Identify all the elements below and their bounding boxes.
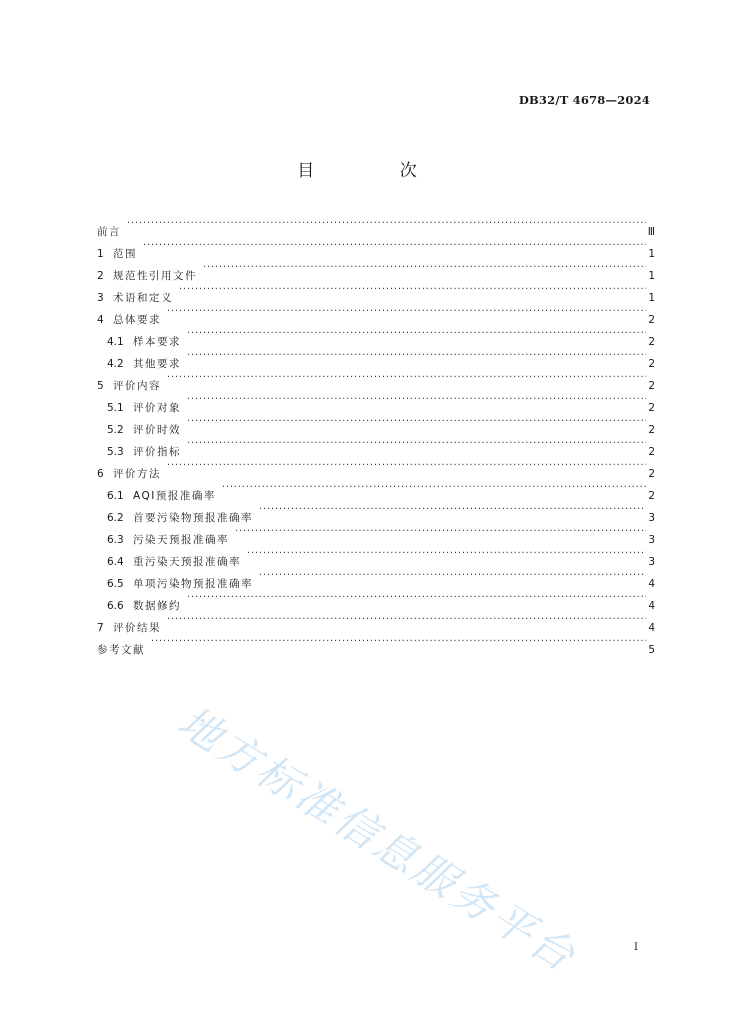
toc-leader-dots	[151, 631, 646, 653]
toc-entry-label: 首要污染物预报准确率	[133, 512, 253, 524]
toc-leader-dots	[167, 367, 646, 389]
toc-entry-number: 5.2	[107, 424, 124, 436]
toc-entry-label: 评价指标	[133, 446, 181, 458]
toc-leader-dots	[247, 543, 646, 565]
page-title: 目 次	[297, 161, 457, 181]
toc-leader-dots	[127, 213, 646, 235]
toc-entry-page: 3	[648, 512, 655, 524]
toc-entry-page: 2	[648, 490, 655, 502]
toc-entry-page: 2	[648, 402, 655, 414]
toc-entry-number: 5.3	[107, 446, 124, 458]
toc-entry-label: 评价结果	[113, 622, 161, 634]
toc-entry[interactable]	[97, 389, 655, 414]
toc-entry-label: 范围	[113, 248, 137, 260]
toc-entry-number: 6.3	[107, 534, 124, 546]
toc-leader-dots	[187, 587, 646, 609]
toc-leader-dots	[222, 477, 646, 499]
toc-entry[interactable]	[97, 323, 655, 348]
toc-entry[interactable]	[97, 477, 655, 502]
toc-entry-page: 2	[648, 358, 655, 370]
toc-entry-page: 2	[648, 424, 655, 436]
toc-entry-number: 3	[97, 292, 104, 304]
toc-entry-label: AQI预报准确率	[133, 490, 216, 502]
toc-entry-number: 6.1	[107, 490, 124, 502]
toc-entry-page: 1	[648, 292, 655, 304]
toc-entry-label: 前言	[97, 226, 121, 238]
toc-leader-dots	[167, 609, 646, 631]
toc-entry-label: 评价内容	[113, 380, 161, 392]
toc-entry-label: 参考文献	[97, 644, 145, 656]
toc-entry-number: 6.5	[107, 578, 124, 590]
toc-entry-label: 污染天预报准确率	[133, 534, 229, 546]
toc-entry[interactable]	[97, 279, 655, 304]
toc-entry-number: 4.1	[107, 336, 124, 348]
toc-entry-page: 2	[648, 468, 655, 480]
toc-leader-dots	[167, 301, 646, 323]
toc-entry-page: Ⅲ	[647, 226, 655, 238]
toc-entry-number: 2	[97, 270, 104, 282]
toc-entry-number: 6	[97, 468, 104, 480]
toc-leader-dots	[187, 411, 646, 433]
toc-entry-label: 评价对象	[133, 402, 181, 414]
toc-entry-page: 2	[648, 380, 655, 392]
toc-entry-page: 2	[648, 314, 655, 326]
toc-leader-dots	[187, 433, 646, 455]
toc-entry-page: 1	[648, 270, 655, 282]
page-number: I	[634, 942, 638, 953]
toc-entry-number: 6.2	[107, 512, 124, 524]
toc-entry-label: 重污染天预报准确率	[133, 556, 241, 568]
toc-entry-label: 其他要求	[133, 358, 181, 370]
toc-entry-page: 3	[648, 534, 655, 546]
toc-entry-page: 2	[648, 446, 655, 458]
toc-leader-dots	[167, 455, 646, 477]
document-code: DB32/T 4678—2024	[518, 93, 650, 107]
toc-leader-dots	[203, 257, 646, 279]
toc-entry[interactable]	[97, 235, 655, 260]
toc-entry[interactable]	[97, 257, 655, 282]
toc-entry-number: 4	[97, 314, 104, 326]
toc-entry-page: 4	[648, 578, 655, 590]
table-of-contents	[97, 213, 655, 656]
toc-entry-number: 5.1	[107, 402, 124, 414]
toc-entry-page: 5	[648, 644, 655, 656]
toc-entry-page: 1	[648, 248, 655, 260]
toc-entry-label: 评价时效	[133, 424, 181, 436]
toc-entry[interactable]	[97, 631, 655, 656]
toc-leader-dots	[179, 279, 646, 301]
toc-entry[interactable]	[97, 213, 655, 238]
toc-entry-page: 2	[648, 336, 655, 348]
toc-entry-number: 7	[97, 622, 104, 634]
toc-leader-dots	[259, 565, 646, 587]
toc-entry-page: 3	[648, 556, 655, 568]
toc-entry[interactable]	[97, 455, 655, 480]
watermark: 地方标准信息服务平台	[169, 696, 586, 983]
toc-entry-number: 6.4	[107, 556, 124, 568]
toc-entry[interactable]	[97, 301, 655, 326]
toc-leader-dots	[235, 521, 646, 543]
toc-entry-label: 数据修约	[133, 600, 181, 612]
toc-entry-label: 单项污染物预报准确率	[133, 578, 253, 590]
toc-entry-label: 样本要求	[133, 336, 181, 348]
toc-leader-dots	[259, 499, 646, 521]
toc-entry-page: 4	[648, 600, 655, 612]
toc-entry-number: 6.6	[107, 600, 124, 612]
toc-entry-label: 总体要求	[113, 314, 161, 326]
toc-leader-dots	[187, 323, 646, 345]
toc-leader-dots	[143, 235, 646, 257]
toc-entry-number: 5	[97, 380, 104, 392]
toc-entry-number: 1	[97, 248, 104, 260]
toc-entry-label: 术语和定义	[113, 292, 173, 304]
toc-leader-dots	[187, 345, 646, 367]
toc-entry[interactable]	[97, 367, 655, 392]
toc-entry-page: 4	[648, 622, 655, 634]
toc-entry-label: 评价方法	[113, 468, 161, 480]
toc-entry[interactable]	[97, 609, 655, 634]
toc-leader-dots	[187, 389, 646, 411]
toc-entry-label: 规范性引用文件	[113, 270, 197, 282]
toc-entry-number: 4.2	[107, 358, 124, 370]
